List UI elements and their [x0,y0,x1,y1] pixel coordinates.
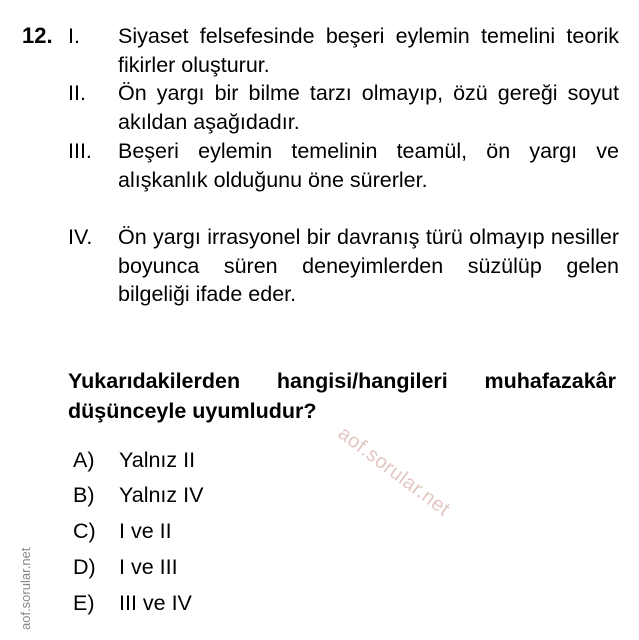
watermark-side: aof.sorular.net [18,547,33,630]
option-c-text: I ve II [119,519,172,543]
question-prompt: Yukarıdakilerden hangisi/hangileri muhafazakâr düşünceyle uyumludur? [68,369,616,423]
option-a[interactable] [73,446,195,474]
statement-2-text: Ön yargı bir bilme tarzı olmayıp, özü gereği soyut akıldan aşağıdadır. [118,81,619,134]
statement-3-text: Beşeri eylemin temelinin teamül, ön yargı ve alışkanlık olduğunu öne sürerler. [118,139,619,192]
option-e-letter: E) [73,591,95,615]
statement-4 [68,223,619,309]
watermark-diagonal: aof.sorular.net [333,422,455,521]
option-c[interactable] [73,517,172,545]
statement-3 [68,137,619,194]
statement-2-roman: II. [68,81,86,105]
option-b[interactable] [73,481,203,509]
option-c-letter: C) [73,519,96,543]
statement-1 [68,22,619,79]
statement-2 [68,79,619,136]
option-d-letter: D) [73,555,96,579]
option-a-letter: A) [73,448,95,472]
option-a-text: Yalnız II [119,448,196,472]
option-d[interactable] [73,553,178,581]
question-number: 12. [22,23,53,48]
option-e-text: III ve IV [119,591,192,615]
statement-4-roman: IV. [68,225,93,249]
statement-1-text: Siyaset felsefesinde beşeri eylemin temelini teorik fikirler oluşturur. [118,24,619,77]
option-b-text: Yalnız IV [119,483,204,507]
statement-4-text: Ön yargı irrasyonel bir davranış türü olmayıp nesiller boyunca süren deneyimlerden süzülüp gelen bilgeliği ifade eder. [118,225,619,306]
option-d-text: I ve III [119,555,178,579]
statement-3-roman: III. [68,139,92,163]
statement-1-roman: I. [68,24,80,48]
option-e[interactable] [73,589,192,617]
option-b-letter: B) [73,483,95,507]
